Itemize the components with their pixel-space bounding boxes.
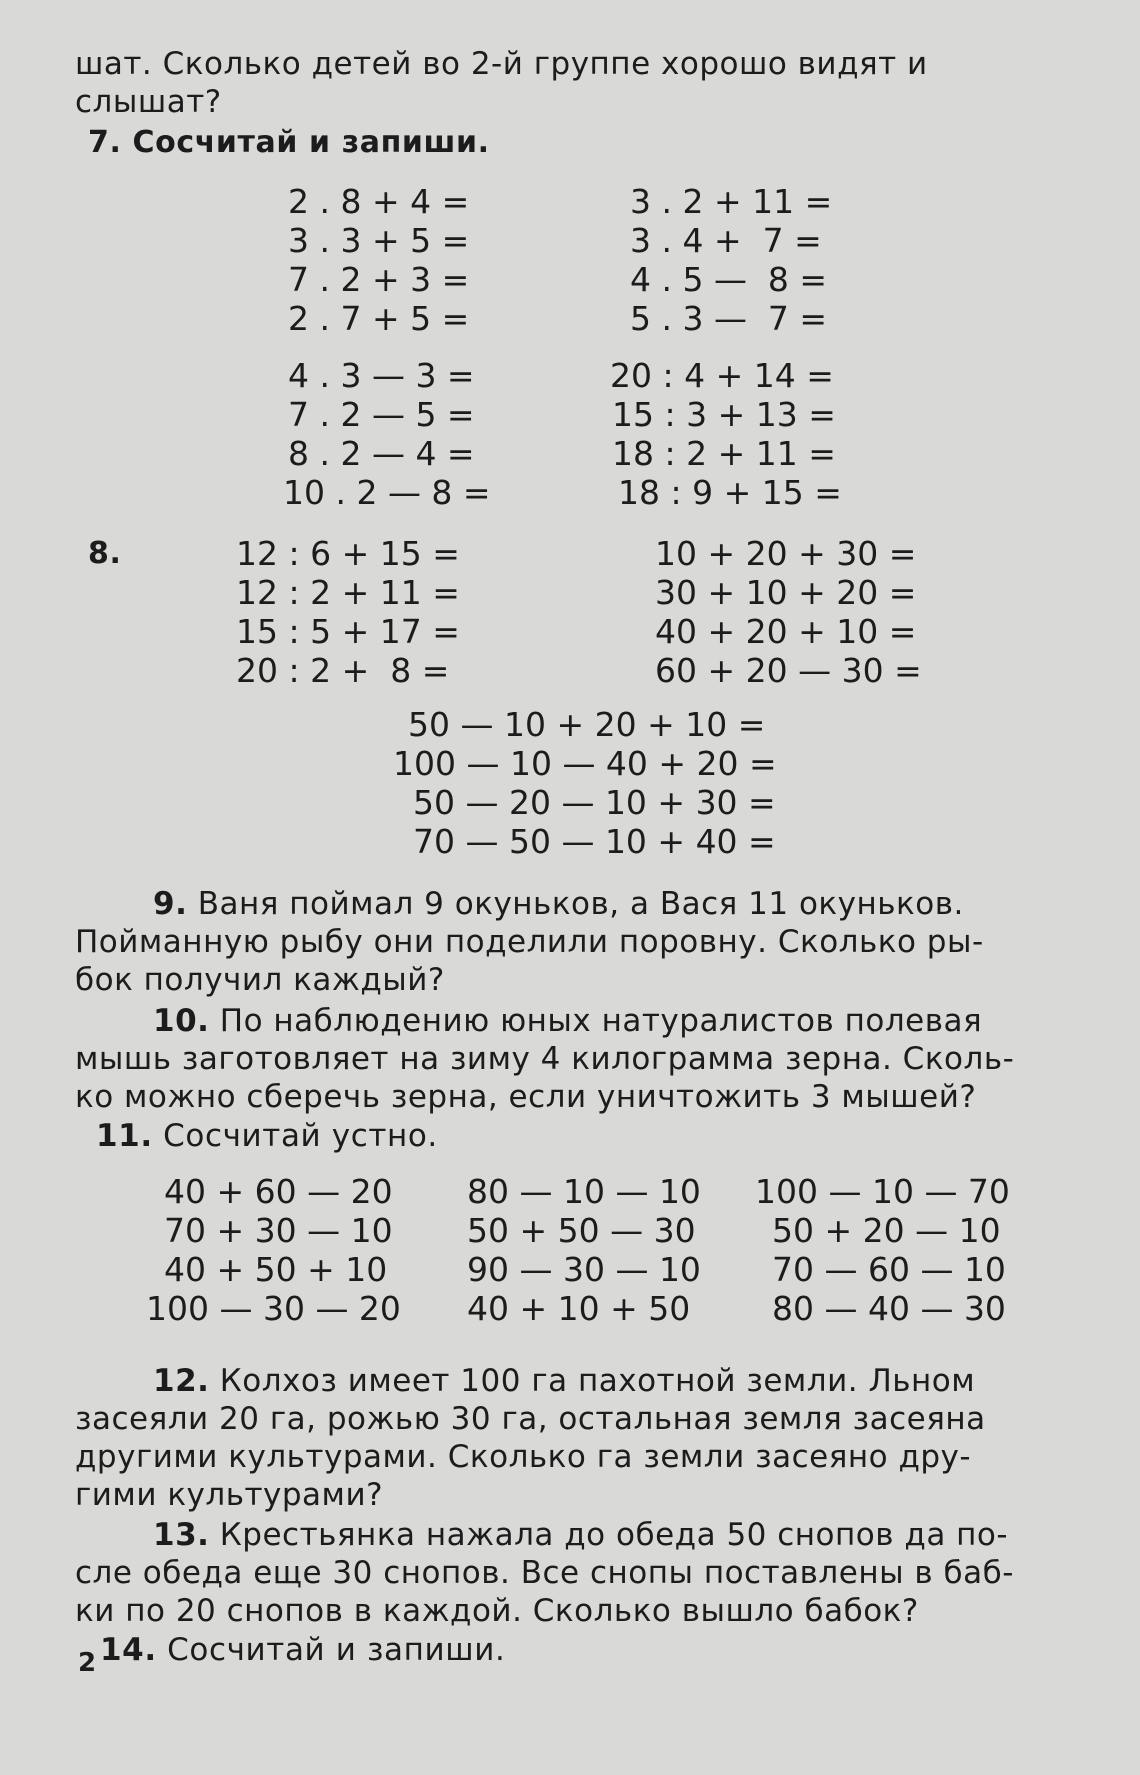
task-number: 12. [153,1363,210,1399]
task12-paragraph [75,1362,986,1514]
task7-left-3: 7 . 2 + 3 = [288,260,470,299]
task9-line-2: Пойманную рыбу они поделили поровну. Сколько ры- [75,924,984,960]
task-number: 10. [153,1003,210,1039]
task9-line-3: бок получил каждый? [75,962,445,998]
intro-paragraph [75,45,928,121]
task11-col2-2: 50 + 50 — 30 [467,1211,696,1250]
task7-left-5: 4 . 3 — 3 = [288,356,475,395]
task11-col3-3: 70 — 60 — 10 [772,1250,1006,1289]
task7-right-5: 20 : 4 + 14 = [610,356,834,395]
task8-left-4: 20 : 2 + 8 = [236,651,450,690]
task7-right-6: 15 : 3 + 13 = [612,395,836,434]
task8-left-2: 12 : 2 + 11 = [236,573,460,612]
task7-left-8: 10 . 2 — 8 = [283,473,491,512]
task11-col1-2: 70 + 30 — 10 [164,1211,393,1250]
task7-right-1: 3 . 2 + 11 = [630,182,833,221]
task-number: 14. [100,1632,157,1668]
task10-line-3: ко можно сберечь зерна, если уничтожить 3 мышей? [75,1079,977,1115]
task11-col3-1: 100 — 10 — 70 [755,1172,1010,1211]
task11-col1-4: 100 — 30 — 20 [146,1289,401,1328]
task11-heading: 11. Сосчитай устно. [96,1118,438,1154]
task9-paragraph [75,885,984,999]
task13-line-1: 13. Крестьянка нажала до обеда 50 снопов да по- [153,1517,1009,1553]
task13-paragraph [75,1516,1014,1630]
task7-left-4: 2 . 7 + 5 = [288,299,470,338]
task8-right-1: 10 + 20 + 30 = [655,534,917,573]
task11-col3-2: 50 + 20 — 10 [772,1211,1001,1250]
task8-left-3: 15 : 5 + 17 = [236,612,460,651]
task7-right-3: 4 . 5 — 8 = [630,260,828,299]
task12-line-3: другими культурами. Сколько га земли засеяно дру- [75,1439,972,1475]
task8-left-1: 12 : 6 + 15 = [236,534,460,573]
task11-col1-3: 40 + 50 + 10 [164,1250,388,1289]
task14-heading: 14. Сосчитай и запиши. [100,1632,506,1668]
task12-line-1: 12. Колхоз имеет 100 га пахотной земли. Льном [153,1363,976,1399]
task8-center-4: 70 — 50 — 10 + 40 = [413,822,776,861]
task11-col2-1: 80 — 10 — 10 [467,1172,701,1211]
task7-right-4: 5 . 3 — 7 = [630,299,828,338]
task7-right-8: 18 : 9 + 15 = [618,473,842,512]
task8-center-3: 50 — 20 — 10 + 30 = [413,783,776,822]
task10-line-1: 10. По наблюдению юных натуралистов полевая [153,1003,983,1039]
page-number: 2 [78,1648,97,1678]
task11-col2-4: 40 + 10 + 50 [467,1289,691,1328]
task-number: 7. [88,125,122,160]
task8-right-3: 40 + 20 + 10 = [655,612,917,651]
task8-center-2: 100 — 10 — 40 + 20 = [393,744,777,783]
task10-line-2: мышь заготовляет на зиму 4 килограмма зерна. Сколь- [75,1041,1015,1077]
task10-paragraph [75,1002,1014,1116]
task7-left-7: 8 . 2 — 4 = [288,434,475,473]
task7-right-2: 3 . 4 + 7 = [630,221,822,260]
task11-col2-3: 90 — 30 — 10 [467,1250,701,1289]
task11-col1-1: 40 + 60 — 20 [164,1172,393,1211]
task13-line-2: сле обеда еще 30 снопов. Все снопы поставлены в баб- [75,1555,1014,1591]
task8-right-4: 60 + 20 — 30 = [655,651,922,690]
task7-left-1: 2 . 8 + 4 = [288,182,470,221]
task-number: 9. [153,886,188,922]
task8-center-1: 50 — 10 + 20 + 10 = [408,705,766,744]
task-number: 13. [153,1517,210,1553]
task8-number: 8. [88,536,122,571]
task12-line-4: гими культурами? [75,1477,384,1513]
task7-right-7: 18 : 2 + 11 = [612,434,836,473]
intro-line-1: шат. Сколько детей во 2-й группе хорошо видят и [75,46,928,82]
task-number: 11. [96,1118,153,1154]
task7-left-2: 3 . 3 + 5 = [288,221,470,260]
task11-col3-4: 80 — 40 — 30 [772,1289,1006,1328]
task7-left-6: 7 . 2 — 5 = [288,395,475,434]
intro-line-2: слышат? [75,84,222,120]
task7-heading: 7. Сосчитай и запиши. [88,125,490,160]
task9-line-1: 9. Ваня поймал 9 окуньков, а Вася 11 окуньков. [153,886,964,922]
task12-line-2: засеяли 20 га, рожью 30 га, остальная земля засеяна [75,1401,986,1437]
task8-right-2: 30 + 10 + 20 = [655,573,917,612]
task13-line-3: ки по 20 снопов в каждой. Сколько вышло бабок? [75,1593,919,1629]
